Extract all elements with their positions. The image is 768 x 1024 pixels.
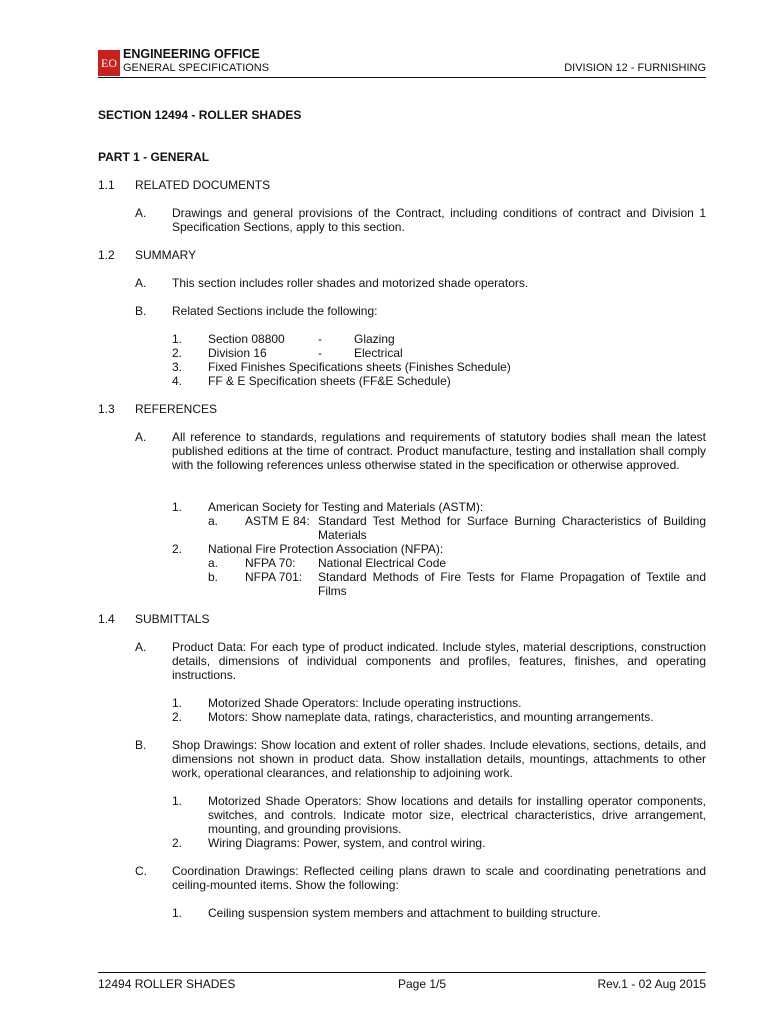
eo-logo: EO [98,50,120,76]
list-item: Glazing [354,332,395,346]
paragraph: Coordination Drawings: Reflected ceiling plans drawn to scale and coordinating penetrations and ceiling-mounted items. Show the following: [172,864,706,892]
heading-number: 1.4 [98,612,115,626]
paragraph: This section includes roller shades and motorized shade operators. [172,276,529,290]
list-item: Motors: Show nameplate data, ratings, characteristics, and mounting arrangements. [208,710,654,724]
list-item: American Society for Testing and Materials (ASTM): [208,500,484,514]
list-item: FF & E Specification sheets (FF&E Schedule) [208,374,451,388]
item-label: A. [135,640,147,654]
item-label: B. [135,304,147,318]
list-number: 1. [172,906,183,920]
footer-rule [98,972,706,973]
item-label: C. [135,864,147,878]
heading-number: 1.2 [98,248,115,262]
paragraph: Shop Drawings: Show location and extent of roller shades. Include elevations, sections, details, and dimensions not shown in product data. Show installation details, mountings, attachments to other work, operational clearances, and relationship to adjoining work. [172,738,706,780]
list-item: Division 16 [208,346,267,360]
list-number: 4. [172,374,183,388]
office-subtitle: GENERAL SPECIFICATIONS [123,62,270,74]
standard-title: National Electrical Code [318,556,447,570]
heading-title: SUBMITTALS [135,612,210,626]
list-item: Motorized Shade Operators: Include operating instructions. [208,696,522,710]
heading-title: REFERENCES [135,402,218,416]
list-dash: - [318,332,322,346]
standard-code: NFPA 701: [245,570,303,584]
section-title: SECTION 12494 - ROLLER SHADES [98,108,302,122]
page-number: Page 1/5 [398,977,447,991]
item-label: A. [135,206,147,220]
list-item: Section 08800 [208,332,285,346]
list-number: 2. [172,710,183,724]
paragraph: Product Data: For each type of product indicated. Include styles, material descriptions, construction details, dimensions of individual components and profiles, features, finishes, and operating instructions. [172,640,706,682]
heading-title: RELATED DOCUMENTS [135,178,271,192]
list-item: Wiring Diagrams: Power, system, and control wiring. [208,836,486,850]
footer-section: 12494 ROLLER SHADES [98,977,236,991]
list-item: Ceiling suspension system members and attachment to building structure. [208,906,601,920]
list-dash: - [318,346,322,360]
list-number: 2. [172,542,183,556]
item-label: A. [135,430,147,444]
list-number: 1. [172,794,183,808]
sub-label: b. [208,570,219,584]
paragraph: Drawings and general provisions of the Contract, including conditions of contract and Division 1 Specification Sections, apply to this section. [172,206,706,234]
revision-date: Rev.1 - 02 Aug 2015 [597,977,706,991]
header-rule [98,77,706,78]
list-number: 2. [172,836,183,850]
list-item: National Fire Protection Association (NFPA): [208,542,444,556]
list-number: 1. [172,332,183,346]
list-number: 1. [172,696,183,710]
item-label: B. [135,738,147,752]
sub-label: a. [208,514,219,528]
list-number: 2. [172,346,183,360]
item-label: A. [135,276,147,290]
list-item: Electrical [354,346,403,360]
list-item: Motorized Shade Operators: Show locations and details for installing operator components, switches, and controls. Indicate motor size, electrical characteristics, drive arrangement, mounting, and grounding provisions. [208,794,706,836]
heading-number: 1.1 [98,178,115,192]
heading-title: SUMMARY [135,248,197,262]
office-name: ENGINEERING OFFICE [123,47,260,61]
standard-title: Standard Methods of Fire Tests for Flame Propagation of Textile and Films [318,570,706,598]
part-title: PART 1 - GENERAL [98,150,210,164]
heading-number: 1.3 [98,402,115,416]
sub-label: a. [208,556,219,570]
list-number: 3. [172,360,183,374]
standard-code: NFPA 70: [245,556,296,570]
list-number: 1. [172,500,183,514]
standard-code: ASTM E 84: [245,514,310,528]
standard-title: Standard Test Method for Surface Burning Characteristics of Building Materials [318,514,706,542]
list-item: Fixed Finishes Specifications sheets (Finishes Schedule) [208,360,511,374]
paragraph: All reference to standards, regulations and requirements of statutory bodies shall mean the latest published editions at the time of contract. Product manufacture, testing and installation shall comply with the following references unless otherwise stated in the specification or otherwise approved. [172,430,706,472]
paragraph: Related Sections include the following: [172,304,378,318]
division-label: DIVISION 12 - FURNISHING [564,62,706,74]
